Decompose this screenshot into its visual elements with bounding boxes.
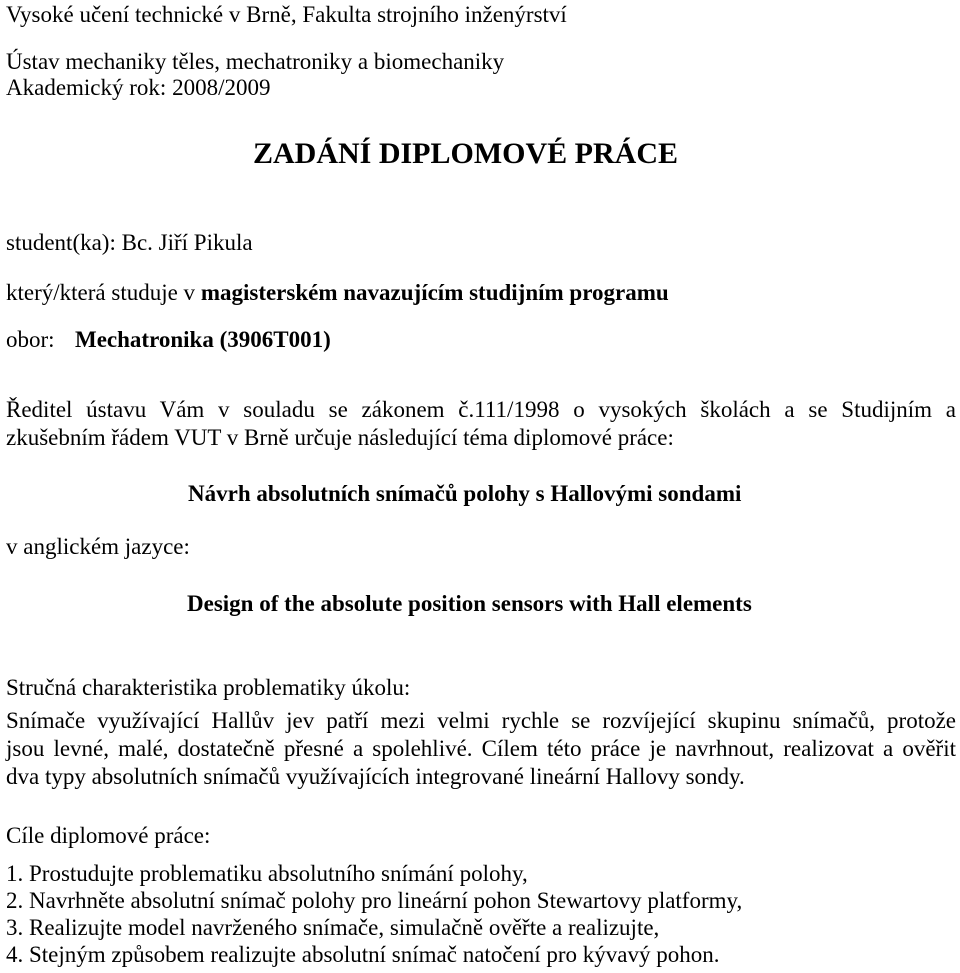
characteristics-line-1: Snímače využívající Hallův jev patří mezi velmi rychle se rozvíjející skupinu snímačů, protože — [6, 708, 956, 733]
university-line: Vysoké učení technické v Brně, Fakulta strojního inženýrství — [6, 2, 567, 27]
program-name: magisterském navazujícím studijním programu — [200, 280, 669, 305]
field-label: obor: — [6, 327, 55, 352]
intro-line-1: Ředitel ústavu Vám v souladu se zákonem č.111/1998 o vysokých školách a se Studijním a — [6, 397, 956, 422]
topic-czech: Návrh absolutních snímačů polohy s Hallovými sondami — [188, 481, 742, 506]
goal-item: 2. Navrhněte absolutní snímač polohy pro lineární pohon Stewartovy platformy, — [6, 888, 743, 913]
field-line — [6, 326, 331, 354]
goal-item: 1. Prostudujte problematiku absolutního snímání polohy, — [6, 861, 528, 886]
goals-list — [6, 860, 742, 968]
document-title: ZADÁNÍ DIPLOMOVÉ PRÁCE — [253, 137, 679, 170]
goal-item: 3. Realizujte model navrženého snímače, simulačně ověřte a realizujte, — [6, 915, 660, 940]
academic-year-line: Akademický rok: 2008/2009 — [6, 75, 271, 100]
field-value: Mechatronika (3906T001) — [75, 327, 331, 352]
english-label: v anglickém jazyce: — [6, 534, 190, 559]
intro-line-2: zkušebním řádem VUT v Brně určuje následující téma diplomové práce: — [6, 425, 674, 450]
institute-line: Ústav mechaniky těles, mechatroniky a biomechaniky — [6, 49, 505, 74]
program-prefix: který/která studuje v — [6, 280, 201, 305]
program-line — [6, 279, 669, 307]
goals-heading: Cíle diplomové práce: — [6, 823, 211, 848]
characteristics-heading: Stručná charakteristika problematiky úkolu: — [6, 675, 411, 700]
student-line: student(ka): Bc. Jiří Pikula — [6, 230, 253, 255]
topic-english: Design of the absolute position sensors with Hall elements — [187, 591, 752, 616]
characteristics-line-2: jsou levné, malé, dostatečně přesné a spolehlivé. Cílem této práce je navrhnout, realizovat a ověřit — [6, 736, 956, 761]
goal-item: 4. Stejným způsobem realizujte absolutní snímač natočení pro kývavý pohon. — [6, 942, 720, 967]
characteristics-line-3: dva typy absolutních snímačů využívajících integrované lineární Hallovy sondy. — [6, 764, 745, 789]
